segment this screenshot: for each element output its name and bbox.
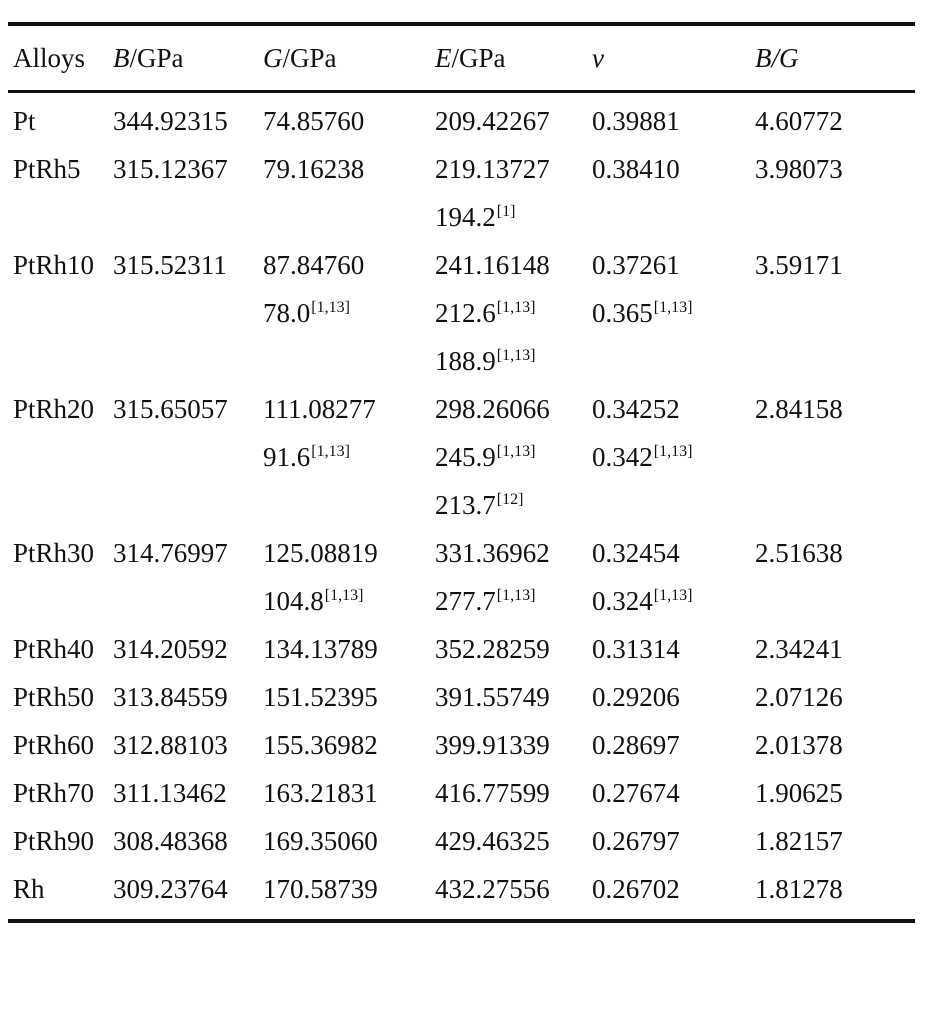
cell-value: 314.76997 xyxy=(113,538,228,568)
cell-young-modulus xyxy=(435,625,592,673)
cell-value: PtRh60 xyxy=(13,730,95,760)
table-row xyxy=(8,769,915,817)
cell-young-modulus xyxy=(435,721,592,769)
cell-value: 0.32454 xyxy=(592,538,680,568)
bottom-rule xyxy=(8,919,915,923)
cell-alloy xyxy=(8,241,113,289)
cell-alloy xyxy=(8,289,113,337)
table-row xyxy=(8,385,915,433)
alloy-properties-body xyxy=(8,97,915,913)
cell-shear-modulus xyxy=(263,481,435,529)
cell-value: 212.6 xyxy=(435,298,496,328)
cell-bulk-modulus xyxy=(113,577,263,625)
reference-citation: [12] xyxy=(496,491,524,508)
cell-b-over-g xyxy=(755,625,915,673)
cell-shear-modulus xyxy=(263,625,435,673)
cell-value: 155.36982 xyxy=(263,730,378,760)
cell-value: 0.39881 xyxy=(592,106,680,136)
cell-b-over-g xyxy=(755,721,915,769)
cell-value: 125.08819 xyxy=(263,538,378,568)
table-header xyxy=(8,26,915,90)
table-row xyxy=(8,337,915,385)
cell-poisson-ratio xyxy=(592,673,755,721)
cell-value: 277.7 xyxy=(435,586,496,616)
cell-b-over-g xyxy=(755,817,915,865)
cell-value: 352.28259 xyxy=(435,634,550,664)
cell-young-modulus xyxy=(435,481,592,529)
cell-poisson-ratio xyxy=(592,337,755,385)
cell-shear-modulus xyxy=(263,289,435,337)
cell-alloy xyxy=(8,721,113,769)
cell-value: 331.36962 xyxy=(435,538,550,568)
cell-poisson-ratio xyxy=(592,577,755,625)
cell-value: 0.365 xyxy=(592,298,653,328)
cell-value: PtRh90 xyxy=(13,826,95,856)
cell-b-over-g xyxy=(755,481,915,529)
cell-shear-modulus xyxy=(263,673,435,721)
cell-value: 3.59171 xyxy=(755,250,843,280)
cell-value: 308.48368 xyxy=(113,826,228,856)
cell-value: 74.85760 xyxy=(263,106,365,136)
cell-young-modulus xyxy=(435,337,592,385)
cell-value: 1.82157 xyxy=(755,826,843,856)
cell-alloy xyxy=(8,385,113,433)
cell-value: 78.0 xyxy=(263,298,311,328)
cell-value: 298.26066 xyxy=(435,394,550,424)
header-poisson-ratio: ν xyxy=(592,43,604,73)
reference-citation: [1,13] xyxy=(653,443,693,460)
cell-value: 219.13727 xyxy=(435,154,550,184)
alloy-properties-table xyxy=(8,26,915,90)
cell-value: 416.77599 xyxy=(435,778,550,808)
cell-young-modulus xyxy=(435,241,592,289)
cell-b-over-g xyxy=(755,865,915,913)
cell-value: 0.37261 xyxy=(592,250,680,280)
cell-value: PtRh50 xyxy=(13,682,95,712)
cell-bulk-modulus xyxy=(113,433,263,481)
cell-young-modulus xyxy=(435,145,592,193)
reference-citation: [1,13] xyxy=(496,347,536,364)
cell-value: 315.52311 xyxy=(113,250,227,280)
cell-b-over-g xyxy=(755,241,915,289)
cell-poisson-ratio xyxy=(592,529,755,577)
cell-shear-modulus xyxy=(263,385,435,433)
cell-young-modulus xyxy=(435,97,592,145)
cell-b-over-g xyxy=(755,289,915,337)
cell-value: 188.9 xyxy=(435,346,496,376)
cell-bulk-modulus xyxy=(113,625,263,673)
header-alloys: Alloys xyxy=(13,43,86,73)
cell-young-modulus xyxy=(435,385,592,433)
cell-bulk-modulus xyxy=(113,481,263,529)
cell-value: 87.84760 xyxy=(263,250,365,280)
cell-value: 2.01378 xyxy=(755,730,843,760)
cell-shear-modulus xyxy=(263,769,435,817)
cell-value: 391.55749 xyxy=(435,682,550,712)
cell-poisson-ratio xyxy=(592,817,755,865)
cell-value: 0.26797 xyxy=(592,826,680,856)
cell-shear-modulus xyxy=(263,145,435,193)
cell-value: 2.51638 xyxy=(755,538,843,568)
cell-shear-modulus xyxy=(263,817,435,865)
cell-shear-modulus xyxy=(263,97,435,145)
cell-b-over-g xyxy=(755,577,915,625)
cell-value: 209.42267 xyxy=(435,106,550,136)
cell-bulk-modulus xyxy=(113,385,263,433)
reference-citation: [1,13] xyxy=(311,299,350,316)
cell-poisson-ratio xyxy=(592,289,755,337)
cell-shear-modulus xyxy=(263,433,435,481)
cell-poisson-ratio xyxy=(592,481,755,529)
cell-b-over-g xyxy=(755,385,915,433)
cell-value: 111.08277 xyxy=(263,394,376,424)
header-bulk-modulus: B/GPa xyxy=(113,43,184,73)
cell-value: 0.342 xyxy=(592,442,653,472)
cell-alloy xyxy=(8,145,113,193)
cell-poisson-ratio xyxy=(592,385,755,433)
cell-alloy xyxy=(8,433,113,481)
cell-young-modulus xyxy=(435,577,592,625)
cell-poisson-ratio xyxy=(592,145,755,193)
cell-alloy xyxy=(8,193,113,241)
cell-value: 0.29206 xyxy=(592,682,680,712)
cell-alloy xyxy=(8,673,113,721)
cell-value: 2.84158 xyxy=(755,394,843,424)
cell-value: 315.12367 xyxy=(113,154,228,184)
cell-value: 213.7 xyxy=(435,490,496,520)
reference-citation: [1,13] xyxy=(496,299,536,316)
table-row xyxy=(8,481,915,529)
table-row xyxy=(8,433,915,481)
header-row xyxy=(8,26,915,90)
cell-bulk-modulus xyxy=(113,145,263,193)
cell-young-modulus xyxy=(435,289,592,337)
header-b-over-g: B/G xyxy=(755,43,799,73)
cell-young-modulus xyxy=(435,529,592,577)
cell-value: 194.2 xyxy=(435,202,496,232)
cell-poisson-ratio xyxy=(592,625,755,673)
cell-poisson-ratio xyxy=(592,721,755,769)
cell-bulk-modulus xyxy=(113,817,263,865)
table-row xyxy=(8,529,915,577)
cell-shear-modulus xyxy=(263,865,435,913)
cell-value: PtRh70 xyxy=(13,778,95,808)
cell-alloy xyxy=(8,817,113,865)
table-row xyxy=(8,577,915,625)
cell-value: 2.34241 xyxy=(755,634,843,664)
cell-value: 432.27556 xyxy=(435,874,550,904)
cell-shear-modulus xyxy=(263,529,435,577)
cell-bulk-modulus xyxy=(113,865,263,913)
cell-value: 309.23764 xyxy=(113,874,228,904)
cell-bulk-modulus xyxy=(113,673,263,721)
cell-young-modulus xyxy=(435,193,592,241)
cell-alloy xyxy=(8,625,113,673)
cell-value: 315.65057 xyxy=(113,394,228,424)
cell-poisson-ratio xyxy=(592,433,755,481)
cell-value: 0.34252 xyxy=(592,394,680,424)
table-row xyxy=(8,145,915,193)
cell-value: Pt xyxy=(13,106,36,136)
cell-b-over-g xyxy=(755,673,915,721)
table-row xyxy=(8,721,915,769)
cell-value: 0.27674 xyxy=(592,778,680,808)
cell-poisson-ratio xyxy=(592,769,755,817)
cell-poisson-ratio xyxy=(592,241,755,289)
cell-bulk-modulus xyxy=(113,529,263,577)
table-row xyxy=(8,673,915,721)
table-row xyxy=(8,865,915,913)
cell-value: 245.9 xyxy=(435,442,496,472)
cell-bulk-modulus xyxy=(113,721,263,769)
reference-citation: [1] xyxy=(496,203,516,220)
cell-value: 1.81278 xyxy=(755,874,843,904)
cell-value: 4.60772 xyxy=(755,106,843,136)
cell-value: 0.324 xyxy=(592,586,653,616)
cell-value: 3.98073 xyxy=(755,154,843,184)
cell-value: 313.84559 xyxy=(113,682,228,712)
cell-value: 0.38410 xyxy=(592,154,680,184)
reference-citation: [1,13] xyxy=(496,587,536,604)
cell-value: Rh xyxy=(13,874,45,904)
reference-citation: [1,13] xyxy=(653,299,693,316)
cell-value: 2.07126 xyxy=(755,682,843,712)
cell-alloy xyxy=(8,865,113,913)
table-body xyxy=(8,97,915,913)
cell-value: 241.16148 xyxy=(435,250,550,280)
reference-citation: [1,13] xyxy=(496,443,536,460)
cell-value: PtRh20 xyxy=(13,394,95,424)
table-row xyxy=(8,241,915,289)
cell-value: 0.28697 xyxy=(592,730,680,760)
cell-young-modulus xyxy=(435,769,592,817)
reference-citation: [1,13] xyxy=(653,587,693,604)
cell-value: 134.13789 xyxy=(263,634,378,664)
cell-b-over-g xyxy=(755,337,915,385)
reference-citation: [1,13] xyxy=(311,443,350,460)
cell-alloy xyxy=(8,577,113,625)
reference-citation: [1,13] xyxy=(324,587,364,604)
cell-bulk-modulus xyxy=(113,193,263,241)
cell-value: 91.6 xyxy=(263,442,311,472)
cell-poisson-ratio xyxy=(592,193,755,241)
cell-young-modulus xyxy=(435,673,592,721)
header-shear-modulus: G/GPa xyxy=(263,43,337,73)
cell-value: PtRh30 xyxy=(13,538,95,568)
cell-alloy xyxy=(8,481,113,529)
cell-value: 170.58739 xyxy=(263,874,378,904)
cell-bulk-modulus xyxy=(113,769,263,817)
table-row xyxy=(8,817,915,865)
cell-bulk-modulus xyxy=(113,241,263,289)
cell-young-modulus xyxy=(435,433,592,481)
data-table-container xyxy=(8,22,915,923)
cell-b-over-g xyxy=(755,769,915,817)
cell-value: 429.46325 xyxy=(435,826,550,856)
cell-bulk-modulus xyxy=(113,337,263,385)
cell-value: 312.88103 xyxy=(113,730,228,760)
cell-value: 399.91339 xyxy=(435,730,550,760)
cell-shear-modulus xyxy=(263,193,435,241)
cell-alloy xyxy=(8,769,113,817)
cell-value: PtRh10 xyxy=(13,250,95,280)
cell-b-over-g xyxy=(755,529,915,577)
table-row xyxy=(8,625,915,673)
cell-value: 0.26702 xyxy=(592,874,680,904)
cell-shear-modulus xyxy=(263,721,435,769)
cell-shear-modulus xyxy=(263,337,435,385)
cell-value: 311.13462 xyxy=(113,778,227,808)
cell-young-modulus xyxy=(435,865,592,913)
cell-value: PtRh40 xyxy=(13,634,95,664)
cell-alloy xyxy=(8,529,113,577)
cell-poisson-ratio xyxy=(592,865,755,913)
cell-value: 104.8 xyxy=(263,586,324,616)
cell-alloy xyxy=(8,97,113,145)
cell-alloy xyxy=(8,337,113,385)
cell-b-over-g xyxy=(755,145,915,193)
table-row xyxy=(8,193,915,241)
cell-shear-modulus xyxy=(263,241,435,289)
cell-value: PtRh5 xyxy=(13,154,81,184)
cell-value: 0.31314 xyxy=(592,634,680,664)
cell-value: 314.20592 xyxy=(113,634,228,664)
cell-bulk-modulus xyxy=(113,97,263,145)
cell-value: 163.21831 xyxy=(263,778,378,808)
cell-value: 169.35060 xyxy=(263,826,378,856)
table-row xyxy=(8,97,915,145)
table-row xyxy=(8,289,915,337)
cell-b-over-g xyxy=(755,97,915,145)
cell-value: 151.52395 xyxy=(263,682,378,712)
cell-b-over-g xyxy=(755,433,915,481)
header-young-modulus: E/GPa xyxy=(435,43,506,73)
cell-value: 1.90625 xyxy=(755,778,843,808)
cell-shear-modulus xyxy=(263,577,435,625)
cell-value: 344.92315 xyxy=(113,106,228,136)
cell-value: 79.16238 xyxy=(263,154,365,184)
cell-b-over-g xyxy=(755,193,915,241)
cell-bulk-modulus xyxy=(113,289,263,337)
cell-young-modulus xyxy=(435,817,592,865)
cell-poisson-ratio xyxy=(592,97,755,145)
